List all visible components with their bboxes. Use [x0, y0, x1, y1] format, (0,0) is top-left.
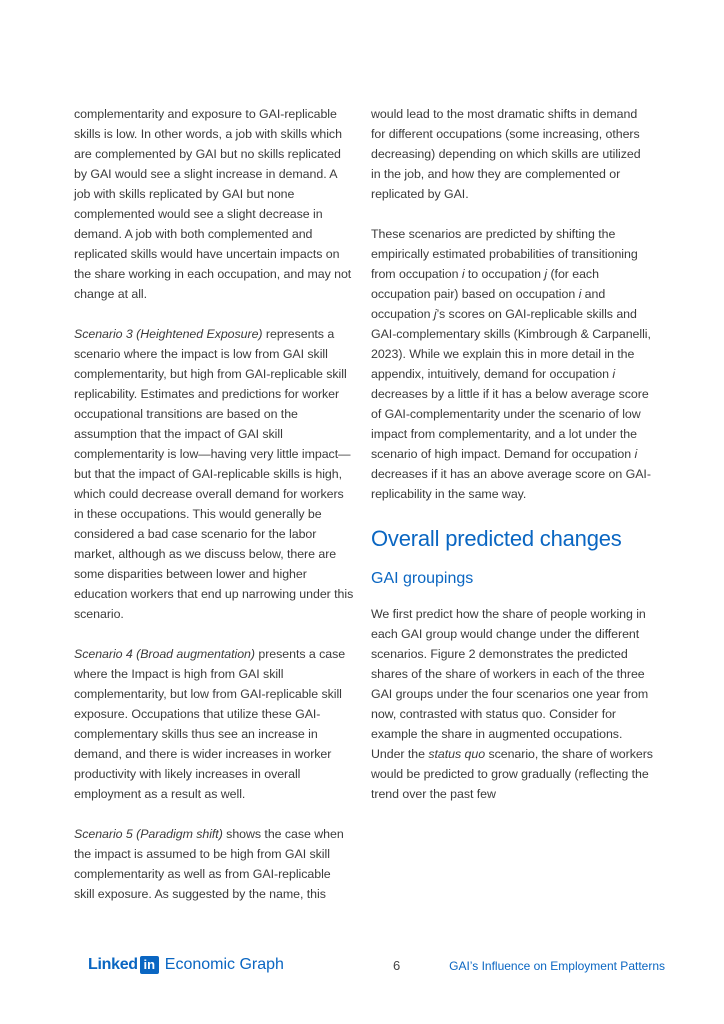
left-column	[74, 104, 354, 924]
brand-subtitle: Economic Graph	[164, 956, 284, 973]
scenario-4-label: Scenario 4 (Broad augmentation)	[74, 647, 255, 661]
var-i: i	[578, 287, 582, 301]
scenario-5-text: shows the case when the impact is assumed to be high from GAI skill complementarity as well as from GAI-replicable skill exposure. As suggested by the name, this	[74, 827, 344, 901]
section-heading: Overall predicted changes	[371, 526, 622, 551]
brand-wordmark: Linked	[88, 956, 138, 973]
var-i: i	[612, 367, 616, 381]
scenario-5-label: Scenario 5 (Paradigm shift)	[74, 827, 223, 841]
paragraph-methodology	[371, 224, 653, 504]
page-footer	[88, 955, 668, 979]
methodology-text: These scenarios are predicted by shifting the empirically estimated probabilities of transitioning from occupation	[371, 227, 638, 281]
var-j: j	[433, 307, 437, 321]
linkedin-logo	[88, 956, 284, 974]
methodology-text: (for each occupation pair) based on occupation	[371, 267, 599, 301]
scenario-3-text: represents a scenario where the impact is low from GAI skill complementarity, but high from GAI-replicable skill replicability. Estimates and predictions for worker occupational transitions are based on the assumption that the impact of GAI skill complementarity is low—having very little impact—but that the impact of GAI-replicable skills is high, which could decrease overall demand for workers in these occupations. This would generally be considered a bad case scenario for the labor market, although as we discuss below, there are some disparities between lower and higher education workers that end up narrowing under this scenario.	[74, 327, 354, 621]
methodology-text: ’s scores on GAI-replicable skills and GAI-complementary skills (Kimbrough & Carpanelli, 2023). While we explain this in more detail in the appendix, intuitively, demand for occupation	[371, 307, 651, 381]
paragraph-scenario-4	[74, 644, 354, 804]
paragraph-intro: complementarity and exposure to GAI-replicable skills is low. In other words, a job with skills which are complemented by GAI but no skills replicated by GAI would see a slight increase in demand. A job with skills replicated by GAI but none complemented would see a slight decrease in demand. A job with both complemented and replicated skills would have uncertain impacts on the share working in each occupation, and may not change at all.	[74, 107, 352, 301]
running-title: GAI’s Influence on Employment Patterns	[449, 959, 665, 973]
methodology-text: decreases by a little if it has a below average score of GAI-complementarity under the scenario of low impact from complementarity, and a lot under the scenario of high impact. Demand for occupation	[371, 387, 649, 461]
methodology-text: to occupation	[464, 267, 545, 281]
groupings-text: scenario, the share of workers would be predicted to grow gradually (reflecting the trend over the past few	[371, 747, 653, 801]
right-column	[371, 104, 653, 824]
scenario-3-label: Scenario 3 (Heightened Exposure)	[74, 327, 263, 341]
in-logo-icon: in	[140, 956, 159, 974]
scenario-4-text: presents a case where the Impact is high from GAI skill complementarity, but low from GAI-replicable skill exposure. Occupations that utilize these GAI-complementary skills thus see an increase in demand, and there is wider increases in worker productivity with likely increases in overall employment as a result as well.	[74, 647, 346, 801]
var-i: i	[461, 267, 465, 281]
var-j: j	[544, 267, 548, 281]
status-quo-term: status quo	[428, 747, 486, 761]
methodology-text: and occupation	[371, 287, 606, 321]
methodology-text: decreases if it has an above average score on GAI-replicability in the same way.	[371, 467, 651, 501]
paragraph-scenario-5	[74, 824, 354, 904]
subsection-heading: GAI groupings	[371, 570, 474, 587]
paragraph-dramatic-shifts: would lead to the most dramatic shifts in demand for different occupations (some increasing, others decreasing) depending on which skills are utilized in the job, and how they are complemented or replicated by GAI.	[371, 107, 641, 201]
page-number: 6	[393, 958, 401, 973]
var-i: i	[634, 447, 638, 461]
groupings-text: We first predict how the share of people working in each GAI group would change under the different scenarios. Figure 2 demonstrates the predicted shares of the share of workers in each of the three GAI groups under the four scenarios one year from now, contrasted with status quo. Consider for example the share in augmented occupations. Under the	[371, 607, 649, 761]
paragraph-gai-groupings	[371, 604, 653, 804]
paragraph-scenario-3	[74, 324, 354, 624]
